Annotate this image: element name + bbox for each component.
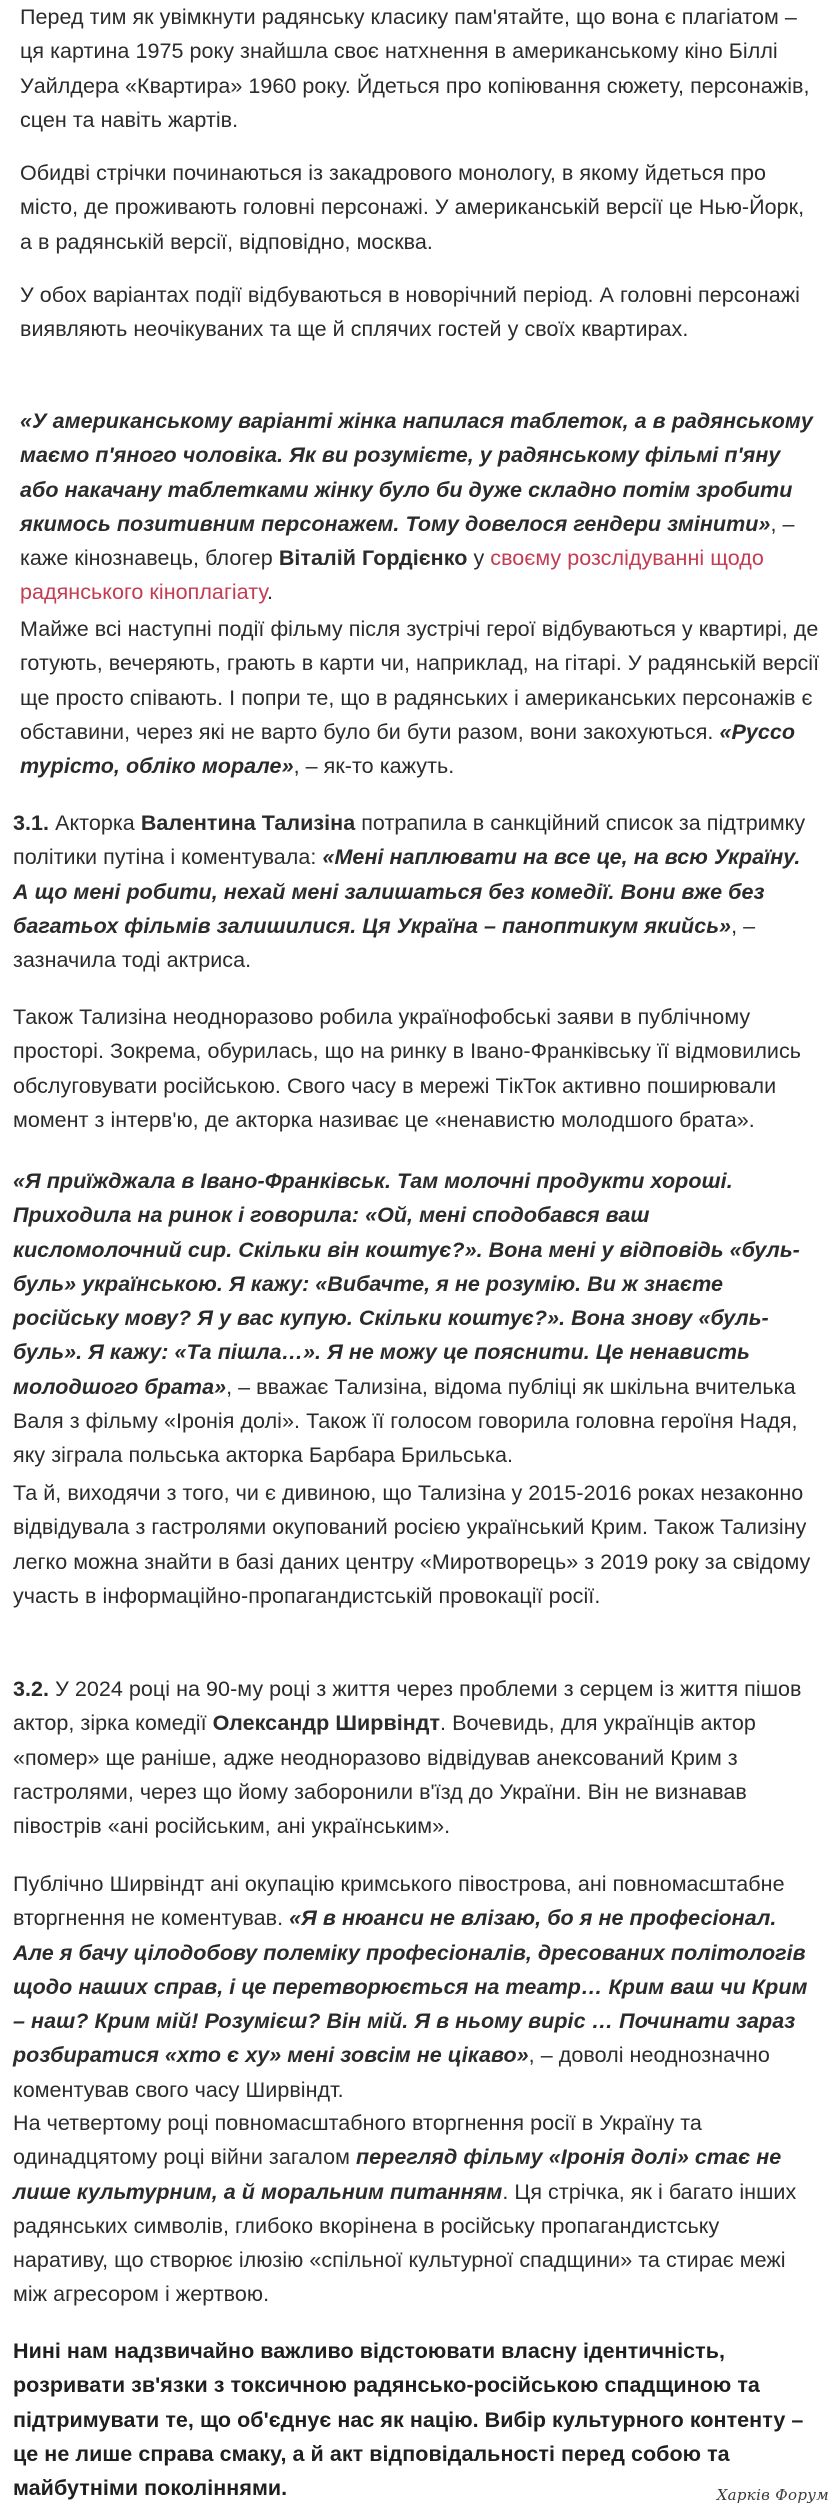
- connector-text: у: [467, 546, 491, 571]
- paragraph-crimea-tours: [13, 1476, 820, 1613]
- paragraph-text: Також Тализіна неодноразово робила українофобські заяви в публічному просторі. Зокрема, обурилась, що на ринку в Івано-Франківську її відмовились обслуговувати російською. Свого часу в мережі ТікТок активно поширювали момент з інтерв'ю, де акторка називає це «ненавистю молодшого брата».: [13, 1005, 802, 1132]
- paragraph-text: Майже всі наступні події фільму після зустрічі герої відбуваються у квартирі, де готують, вечеряють, грають в карти чи, наприклад, на гітарі. У радянській версії ще просто співають. І попри те, що в радянських і американських персонажів є обставини, через які не варто було би бути разом, вони закохуються.: [20, 617, 820, 744]
- person-name: Віталій Гордієнко: [278, 546, 468, 571]
- paragraph-text: У обох варіантах події відбуваються в новорічний період. А головні персонажі виявляють неочікуваних та ще й сплячих гостей у своїх квартирах.: [20, 283, 800, 342]
- paragraph-opening-monologue: [20, 156, 820, 259]
- paragraph-shirvindt-death: [13, 1672, 820, 1843]
- paragraph-text: потрапила в санкційний список за підтримку політики путіна і коментувала:: [13, 811, 806, 870]
- paragraph-apartment-events: [20, 612, 820, 783]
- paragraph-text: Нині нам надзвичайно важливо відстоювати власну ідентичність, розривати зв'язки з токсичною радянсько-російською спадщиною та підтримувати те, що об'єднує нас як націю. Вибір культурного контенту – це не лише справа смаку, а й акт відповідальності перед собою та майбутніми поколіннями.: [13, 2339, 804, 2501]
- paragraph-moral-question: [13, 2106, 820, 2312]
- paragraph-text-end: . Ця стрічка, як і багато інших радянських символів, глибоко вкорінена в російську пропагандистську наративу, що створює ілюзію «спільної культурної спадщини» та стирає межі між агресором і жертвою.: [13, 2179, 797, 2307]
- section-number: 3.2.: [13, 1677, 50, 1701]
- paragraph-text: На четвертому році повномасштабного вторгнення росії в Україну та одинадцятому році війни загалом: [13, 2111, 702, 2170]
- section-number: 3.1.: [13, 811, 50, 835]
- investigation-link[interactable]: своєму розслідуванні щодо радянського кіноплагіату: [20, 546, 764, 605]
- intro-text: Акторка: [49, 811, 141, 835]
- sentence-end: , – вважає Тализіна, відома публіці як шкільна вчителька Валя з фільму «Іронія долі». Також її голосом говорила головна героїня Надя, яку зіграла польська акторка Барбара Брильська.: [13, 1374, 798, 1468]
- quote-text: «Руссо турісто, обліко морале»: [20, 719, 796, 779]
- paragraph-conclusion: [13, 2334, 820, 2505]
- sentence-end: , – доволі неоднозначно коментував свого часу Ширвіндт.: [13, 2043, 770, 2102]
- sentence-end: , – зазначила тоді актриса.: [13, 913, 756, 973]
- paragraph-new-year-setting: [20, 278, 820, 347]
- sentence-end: .: [266, 580, 274, 605]
- paragraph-gordienko-quote: [20, 404, 820, 610]
- watermark-logo: Харків Форум: [716, 2486, 829, 2504]
- sentence-end: , – як-то кажуть.: [293, 754, 455, 779]
- paragraph-plagiarism-intro: [20, 0, 820, 137]
- paragraph-text: Перед тим як увімкнути радянську класику пам'ятайте, що вона є плагіатом – ця картина 1975 року знайшла своє натхнення в американському кіно Біллі Уайлдера «Квартира» 1960 року. Йдеться про копіювання сюжету, персонажів, сцен та навіть жартів.: [20, 5, 810, 132]
- paragraph-text: Та й, виходячи з того, чи є дивиною, що Тализіна у 2015-2016 роках незаконно відвідувала з гастролями окупований росією український Крим. Також Тализіну легко можна знайти в базі даних центру «Миротворець» з 2019 року за свідому участь в інформаційно-пропагандистській провокації росії.: [13, 1481, 811, 1608]
- intro-text: У 2024 році на 90-му році з життя через проблеми з серцем із життя пішов актор, зірка комедії: [13, 1677, 802, 1736]
- paragraph-text: . Вочевидь, для українців актор «помер» ще раніше, адже неодноразово відвідував анексований Крим з гастролями, через що йому заборонили в'їзд до України. Він не визнавав півострів «ані російським, ані українським».: [13, 1711, 756, 1839]
- paragraph-text: Обидві стрічки починаються із закадрового монологу, в якому йдеться про місто, де проживають головні персонажі. У американській версії це Нью-Йорк, а в радянській версії, відповідно, москва.: [20, 161, 805, 254]
- person-name: Валентина Тализіна: [140, 811, 356, 835]
- paragraph-text: Публічно Ширвіндт ані окупацію кримського півострова, ані повномасштабне вторгнення не коментував.: [13, 1872, 785, 1931]
- quote-attribution: , – каже кінознавець, блогер: [20, 511, 795, 571]
- paragraph-shirvindt-quote: [13, 1867, 820, 2107]
- paragraph-ukrainophobic-statements: [13, 1000, 820, 1137]
- emphasis-text: перегляд фільму «Іронія долі» стає не лише культурним, а й моральним питанням: [13, 2145, 782, 2204]
- paragraph-ivano-frankivsk-quote: [13, 1164, 820, 1473]
- person-name: Олександр Ширвіндт: [212, 1711, 441, 1736]
- paragraph-talyzina-sanctions: [13, 806, 820, 977]
- quote-text: «Я в нюанси не влізаю, бо я не професіонал. Але я бачу цілодобову полеміку професіоналів, дресованих політологів щодо наших справ, і це перетворюється на театр… Крим ваш чи Крим – наш? Крим мій! Розумієш? Він мій. Я в ньому виріс … Починати зараз розбиратися «хто є ху» мені зовсім не цікаво»: [13, 1906, 808, 2068]
- quote-text: «Мені наплювати на все це, на всю Україну. А що мені робити, нехай мені залишаться без комедії. Вони вже без багатьох фільмів залишилися. Ця Україна – паноптикум якийсь»: [13, 845, 801, 938]
- quote-text: «У американському варіанті жінка напилася таблеток, а в радянському маємо п'яного чоловіка. Як ви розумієте, у радянському фільмі п'яну або накачану таблетками жінку було би дуже складно потім зробити якимось позитивним персонажем. Тому довелося гендери змінити»: [20, 409, 813, 536]
- quote-text: «Я приїжджала в Івано-Франківськ. Там молочні продукти хороші. Приходила на ринок і говорила: «Ой, мені сподобався ваш кисломолочний сир. Скільки він коштує?». Вона мені у відповідь «буль-буль» українською. Я кажу: «Вибачте, я не розумію. Ви ж знаєте російську мову? Я у вас купую. Скільки коштує?». Вона знову «буль-буль». Я кажу: «Та пішла…». Я не можу це пояснити. Це ненависть молодшого брата»: [13, 1169, 800, 1399]
